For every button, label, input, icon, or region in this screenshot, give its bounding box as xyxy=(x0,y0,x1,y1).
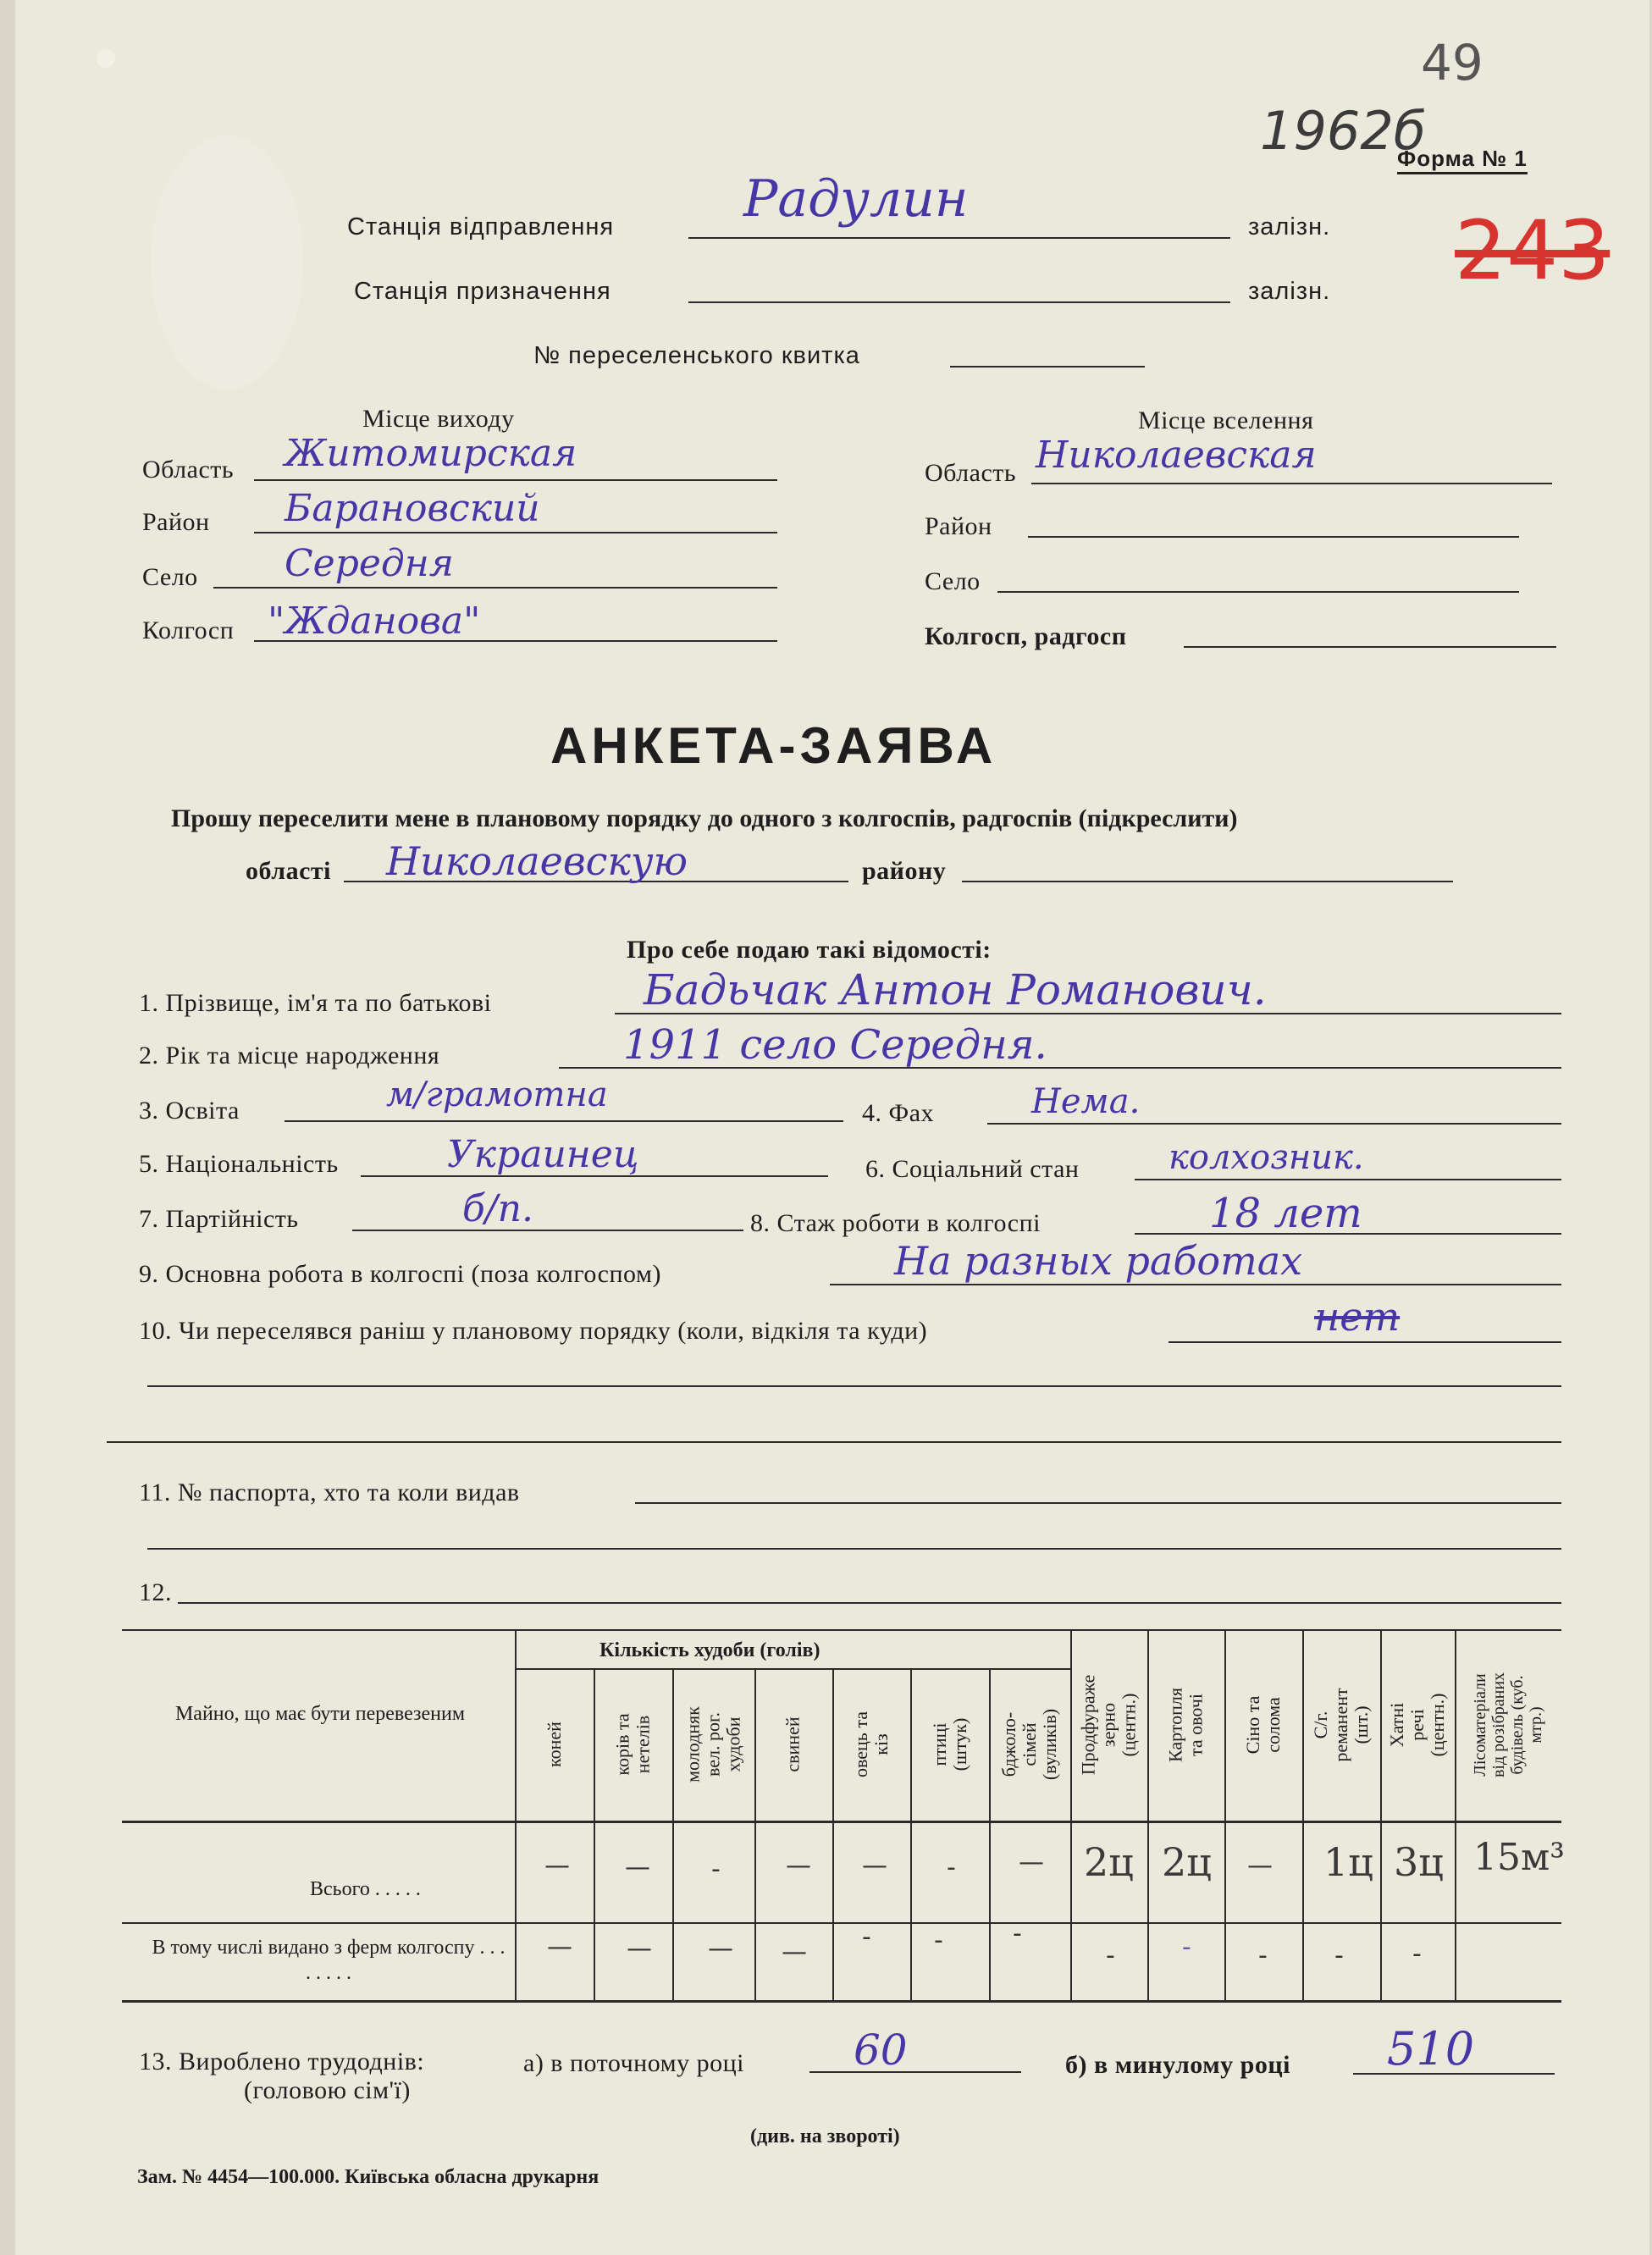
field-6-label: 6. Соціальний стан xyxy=(865,1155,1080,1183)
total-horses: — xyxy=(544,1851,570,1881)
total-potatoes: 2ц xyxy=(1162,1839,1212,1885)
field-8-label: 8. Стаж роботи в колгоспі xyxy=(750,1209,1041,1237)
field-8-value: 18 лет xyxy=(1209,1190,1362,1237)
field-4-label: 4. Фах xyxy=(862,1099,935,1127)
destination-selo-label: Село xyxy=(925,567,981,595)
sheet-number: 49 xyxy=(1421,34,1483,91)
crossed-sheet-number: 243 xyxy=(1455,203,1611,298)
total-timber: 15м³ xyxy=(1473,1836,1565,1879)
col-young-cattle: молодняк вел. рог. худоби xyxy=(682,1706,744,1782)
total-bees: — xyxy=(1019,1848,1044,1877)
destination-station-label: Станція призначення xyxy=(354,278,611,305)
field-12-label: 12. xyxy=(139,1578,172,1606)
field-3-label: 3. Освіта xyxy=(139,1097,240,1125)
col-pigs: свиней xyxy=(782,1716,804,1772)
field-2-label: 2. Рік та місце народження xyxy=(139,1042,440,1069)
col-bee-colonies: бджоло- сімей (вуликів) xyxy=(998,1708,1060,1781)
archive-stamp: 1962б xyxy=(1260,100,1427,162)
origin-kolhosp-label: Колгосп xyxy=(142,616,235,644)
col-cows: корів та нетелів xyxy=(611,1713,654,1776)
property-header-text: Майно, що має бути перевезеним xyxy=(174,1703,466,1725)
farm-sheep: - xyxy=(862,1922,871,1952)
farm-cows: — xyxy=(627,1934,652,1964)
total-young-cattle: - xyxy=(711,1854,721,1884)
departure-station-value: Радулин xyxy=(743,169,969,229)
railway-label-1: залізн. xyxy=(1248,213,1331,240)
railway-label-2: залізн. xyxy=(1248,278,1331,305)
col-grain: Продфураже зерно (центн.) xyxy=(1077,1674,1140,1776)
col-implements: С/г. реманент (шт.) xyxy=(1310,1688,1372,1762)
workdays-current-value: 60 xyxy=(854,2026,908,2075)
punch-hole xyxy=(97,49,115,68)
farm-grain: - xyxy=(1106,1941,1115,1970)
total-household: 3ц xyxy=(1394,1839,1444,1885)
total-implements: 1ц xyxy=(1323,1839,1373,1885)
origin-oblast-value: Житомирская xyxy=(285,432,577,475)
form-number: Форма № 1 xyxy=(1397,146,1528,174)
field-3-value: м/грамотна xyxy=(386,1075,608,1114)
row-farm-label: В тому числі видано з ферм колгоспу . . . . . . . . xyxy=(152,1937,506,1984)
field-5-label: 5. Національність xyxy=(139,1150,339,1178)
ticket-number-label: № переселенського квитка xyxy=(533,342,860,369)
farm-poultry: - xyxy=(934,1926,943,1955)
farm-horses: — xyxy=(547,1932,572,1962)
form-title: АНКЕТА-ЗАЯВА xyxy=(550,717,997,774)
field-2-value: 1911 село Середня. xyxy=(623,1021,1047,1069)
field-10-value: нет xyxy=(1314,1294,1401,1340)
workdays-previous-value: 510 xyxy=(1387,2022,1475,2075)
total-grain: 2ц xyxy=(1084,1839,1134,1885)
request-text: Прошу переселити мене в плановому порядку до одного з колгоспів, радгоспів (підкреслити) xyxy=(171,804,1238,832)
workdays-current-label: а) в поточному році xyxy=(523,2049,745,2077)
field-6-value: колхозник. xyxy=(1169,1138,1364,1177)
destination-heading: Місце вселення xyxy=(1138,406,1314,434)
col-horses: коней xyxy=(543,1722,565,1767)
col-potatoes: Картопля та овочі xyxy=(1164,1687,1207,1763)
origin-oblast-label: Область xyxy=(142,456,235,484)
farm-bees: - xyxy=(1013,1919,1022,1948)
request-raion-label: району xyxy=(862,857,947,885)
livestock-header: Кількість худоби (голів) xyxy=(599,1639,820,1661)
farm-young-cattle: — xyxy=(708,1934,733,1964)
info-intro: Про себе подаю такі відомості: xyxy=(627,936,992,964)
origin-selo-value: Середня xyxy=(285,542,454,585)
farm-hay: - xyxy=(1258,1941,1268,1970)
field-7-value: б/п. xyxy=(462,1187,534,1230)
col-hay: Сіно та солома xyxy=(1242,1695,1284,1755)
farm-pigs: — xyxy=(782,1937,807,1967)
col-timber: Лісоматеріали від розібраних будівель (куб. мтр.) xyxy=(1471,1672,1545,1778)
field-11-label: 11. № паспорта, хто та коли видав xyxy=(139,1478,520,1506)
printer-imprint: Зам. № 4454—100.000. Київська обласна друкарня xyxy=(137,2166,599,2188)
col-sheep-goats: овець та кіз xyxy=(850,1711,892,1777)
col-household: Хатні речі (центн.) xyxy=(1386,1693,1448,1757)
total-hay: — xyxy=(1247,1851,1273,1881)
total-cows: — xyxy=(625,1853,650,1882)
total-sheep: — xyxy=(862,1851,887,1881)
farm-household: - xyxy=(1412,1939,1422,1969)
field-10-label: 10. Чи переселявся раніш у плановому порядку (коли, відкіля та куди) xyxy=(139,1317,928,1345)
field-7-label: 7. Партійність xyxy=(139,1205,299,1233)
farm-potatoes: - xyxy=(1182,1932,1191,1962)
workdays-sub: (головою сім'ї) xyxy=(244,2076,411,2104)
origin-kolhosp-value: "Жданова" xyxy=(268,600,481,643)
total-pigs: — xyxy=(786,1851,811,1881)
field-5-value: Украинец xyxy=(447,1133,639,1176)
workdays-label: 13. Вироблено трудоднів: xyxy=(139,2048,425,2075)
field-4-value: Нема. xyxy=(1031,1082,1141,1121)
destination-raion-label: Район xyxy=(925,512,992,540)
row-total-label: Всього . . . . . xyxy=(310,1878,421,1900)
farm-implements: - xyxy=(1334,1941,1344,1970)
field-1-value: Бадьчак Антон Романович. xyxy=(644,965,1267,1014)
field-9-value: На разных работах xyxy=(894,1238,1303,1284)
origin-selo-label: Село xyxy=(142,563,198,591)
destination-oblast-value: Николаевская xyxy=(1036,434,1317,477)
col-poultry: птиці (штук) xyxy=(928,1717,970,1771)
field-9-label: 9. Основна робота в колгоспі (поза колгоспом) xyxy=(139,1260,661,1288)
request-oblast-label: області xyxy=(246,857,331,885)
request-oblast-value: Николаевскую xyxy=(386,838,688,884)
departure-station-label: Станція відправлення xyxy=(347,213,615,240)
reverse-note: (див. на звороті) xyxy=(750,2125,900,2147)
field-1-label: 1. Прізвище, ім'я та по батькові xyxy=(139,989,492,1017)
origin-raion-label: Район xyxy=(142,508,210,536)
paper-stain xyxy=(151,135,303,390)
origin-heading: Місце виходу xyxy=(362,405,515,433)
destination-kolhosp-label: Колгосп, радгосп xyxy=(925,622,1127,650)
origin-raion-value: Барановский xyxy=(285,487,540,530)
document-page xyxy=(15,0,1649,2255)
destination-oblast-label: Область xyxy=(925,459,1017,487)
property-header xyxy=(142,1690,498,1738)
workdays-previous-label: б) в минулому році xyxy=(1065,2051,1290,2079)
total-poultry: - xyxy=(947,1853,956,1882)
